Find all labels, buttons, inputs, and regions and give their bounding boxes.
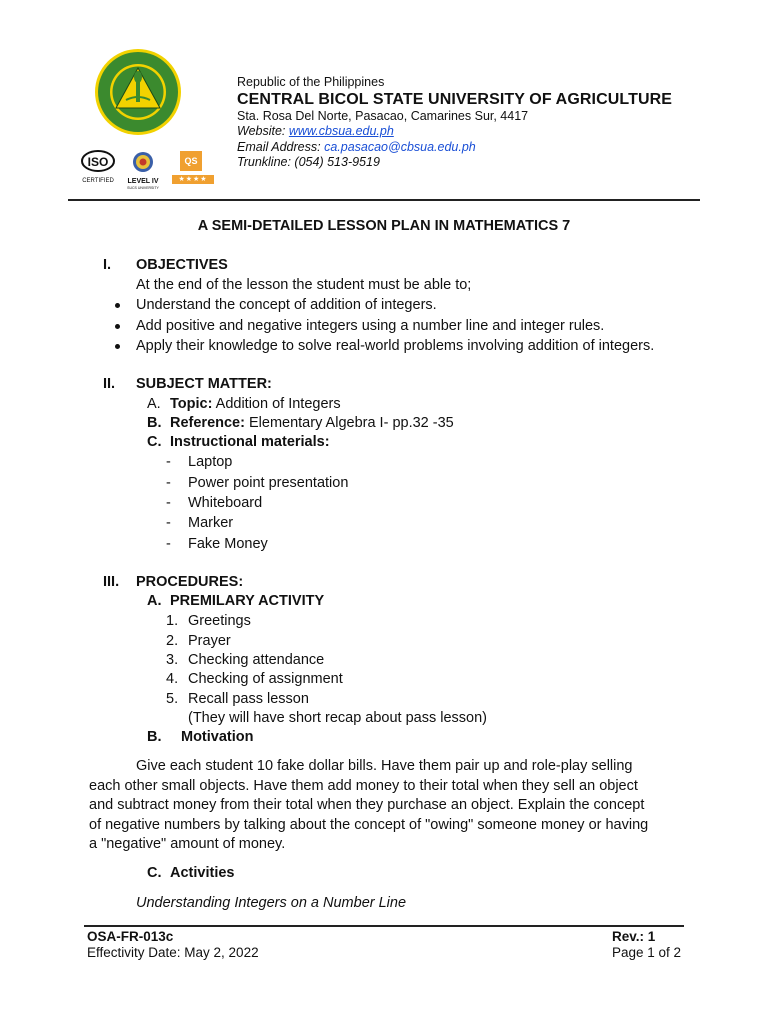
objective-item: Apply their knowledge to solve real-world problems involving addition of integers. [136,338,655,354]
effectivity-date: Effectivity Date: May 2, 2022 [87,945,259,960]
qs-badge [172,151,214,187]
website-link[interactable]: www.cbsua.edu.ph [288,124,394,139]
revision-label: Rev.: 1 [612,929,656,944]
objectives-intro: At the end of the lesson the student must be able to; [136,277,472,293]
dash-marker: - [166,475,171,491]
step-item: Checking of assignment [188,671,343,687]
step-number: 3. [166,652,179,668]
dash-marker: - [166,536,171,552]
bullet-icon [115,303,120,308]
document-title: A SEMI-DETAILED LESSON PLAN IN MATHEMATICS 7 [197,218,571,234]
step-item: Recall pass lesson [188,691,309,707]
republic-label: Republic of the Philippines [237,75,385,89]
step-number: 1. [166,613,179,629]
dash-marker: - [166,495,171,511]
objectives-number: I. [103,257,112,273]
material-item: Power point presentation [188,475,349,491]
bullet-icon [115,344,120,349]
website-label: Website: [237,124,289,139]
motivation-paragraph-line: Give each student 10 fake dollar bills. Have them pair up and role-play selling [136,758,633,774]
preliminary-letter: A. [147,593,162,609]
objective-item: Understand the concept of addition of integers. [136,297,437,313]
dash-marker: - [166,515,171,531]
step-number: 5. [166,691,179,707]
header-divider [68,199,700,201]
address-line: Sta. Rosa Del Norte, Pasacao, Camarines Sur, 4417 [237,109,529,124]
subject-matter-heading: SUBJECT MATTER: [136,376,272,392]
step-item: Greetings [188,613,251,629]
topic-label: Topic: [170,396,213,412]
form-code: OSA-FR-013c [87,929,174,944]
dash-marker: - [166,454,171,470]
step-number: 4. [166,671,179,687]
email-line [237,140,672,155]
level-seal-icon [132,151,154,173]
footer-divider [84,925,684,927]
motivation-paragraph-line: each other small objects. Have them add money to their total when they sell an object [89,778,638,794]
reference-value: Elementary Algebra I- pp.32 -35 [244,415,454,431]
subject-matter-number: II. [103,376,116,392]
level-label: LEVEL IV [127,178,159,185]
material-item: Laptop [188,454,233,470]
step-item: Prayer [188,633,231,649]
reference-letter: B. [147,415,162,431]
procedures-heading: PROCEDURES: [136,574,244,590]
motivation-paragraph-line: of negative numbers by talking about the concept of "owing" someone money or having [89,817,649,833]
trunkline-line: Trunkline: (054) 513-9519 [237,154,380,169]
material-item: Whiteboard [188,495,263,511]
qs-logo-icon: QS [180,151,202,171]
materials-letter: C. [147,434,162,450]
email-label: Email Address: [237,139,325,154]
activities-subheading: Understanding Integers on a Number Line [136,895,407,911]
iso-icon [81,150,115,172]
motivation-letter: B. [147,729,162,745]
bullet-icon [115,324,120,329]
university-name: CENTRAL BICOL STATE UNIVERSITY OF AGRICULTURE [237,91,673,109]
website-line [237,124,672,139]
topic-line [170,395,341,415]
reference-label: Reference: [170,415,245,431]
activities-letter: C. [147,865,162,881]
iso-badge [80,150,116,188]
header-text-block [237,75,672,170]
reference-line [170,414,454,434]
svg-text:ISO: ISO [87,155,109,169]
motivation-paragraph-line: and subtract money from their total when they purchase an object. Explain the concept [89,797,645,813]
iso-certified-label: CERTIFIED [82,178,114,184]
qs-stars: ★★★★ [172,175,214,184]
motivation-paragraph-line: a "negative" amount of money. [89,836,286,852]
objectives-heading: OBJECTIVES [136,257,228,273]
step-item: Checking attendance [188,652,325,668]
objective-item: Add positive and negative integers using a number line and integer rules. [136,318,605,334]
procedures-number: III. [103,574,120,590]
level-sub-label: SUCS UNIVERSITY [127,186,159,190]
materials-heading: Instructional materials: [170,434,330,450]
page-number: Page 1 of 2 [612,945,682,960]
level-badge [122,151,164,189]
topic-letter: A. [147,396,161,412]
step-number: 2. [166,633,179,649]
preliminary-heading: PREMILARY ACTIVITY [170,593,325,609]
recap-note: (They will have short recap about pass lesson) [188,710,488,726]
university-seal [94,48,182,136]
material-item: Fake Money [188,536,268,552]
material-item: Marker [188,515,234,531]
email-link[interactable]: ca.pasacao@cbsua.edu.ph [324,139,476,154]
topic-value: Addition of Integers [212,396,341,412]
motivation-heading: Motivation [181,729,254,745]
activities-heading: Activities [170,865,235,881]
